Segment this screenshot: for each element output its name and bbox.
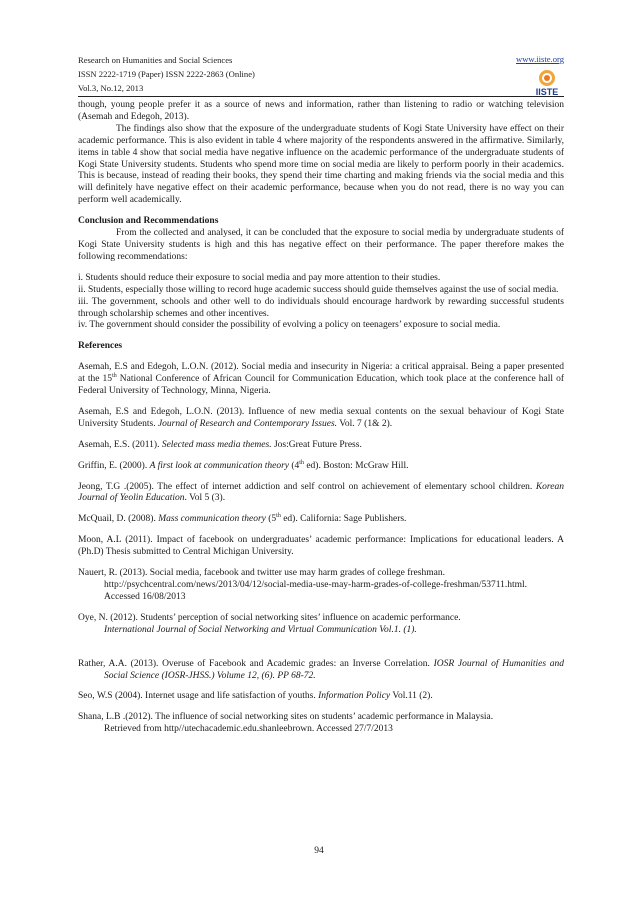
recommendation-item: iv. The government should consider the possibility of evolving a policy on teenagers’ exposure to social media. <box>78 320 501 331</box>
reference-item: Shana, L.B .(2012). The influence of social networking sites on students’ academic performance in Malaysia. Retrieved from http//utechacademic.edu.shanleebrown. Accessed 27/7/2013 <box>78 712 494 735</box>
recommendation-item: ii. Students, especially those willing to record huge academic success should guide themselves against the use of social media. <box>78 284 559 295</box>
paragraph-conclusion: From the collected and analysed, it can be concluded that the exposure to social media by undergraduate students of Kogi State University students is high and this has negative effect on their performance. The paper therefore makes the following recommendations: <box>78 228 564 262</box>
recommendations-list <box>78 273 564 333</box>
reference-item: Rather, A.A. (2013). Overuse of Facebook and Academic grades: an Inverse Correlation. IOSR Journal of Humanities and Social Science (IOSR-JHSS.) Volume 12, (6). PP 68-72. <box>78 658 564 681</box>
recommendation-item: iii. The government, schools and other well to do individuals should encourage hardwork by rewarding successful students through scholarship schemes and other incentives. <box>78 296 564 319</box>
header-rule <box>78 96 564 97</box>
reference-item: Jeong, T.G .(2005). The effect of internet addiction and self control on achievement of elementary school children. Korean Journal of Yeolin Education. Vol 5 (3). <box>78 481 564 504</box>
body-text <box>78 100 564 736</box>
reference-item: Griffin, E. (2000). A first look at communication theory (4th ed). Boston: McGraw Hill. <box>78 459 409 471</box>
page-number: 94 <box>314 846 324 856</box>
reference-item: Nauert, R. (2013). Social media, facebook and twitter use may harm grades of college freshman. http://psychcentral.com/news/2013/04/12/social-media-use-may-harm-grades-of-college-freshman/53711.html. Accessed 16/08/2013 <box>78 568 564 604</box>
recommendation-item: i. Students should reduce their exposure to social media and pay more attention to their studies. <box>78 272 441 283</box>
reference-item: Asemah, E.S and Edegoh, L.O.N. (2013). Influence of new media sexual contents on the sexual behaviour of Kogi State University Students. Journal of Research and Contemporary Issues. Vol. 7 (1& 2). <box>78 406 564 429</box>
reference-item: Oye, N. (2012). Students’ perception of social networking sites’ influence on academic performance. International Journal of Social Networking and Virtual Communication Vol.1. (1). <box>78 612 461 635</box>
reference-item: Asemah, E.S and Edegoh, L.O.N. (2012). Social media and insecurity in Nigeria: a critical appraisal. Being a paper presented at the 15th National Conference of African Council for Communication Education, which took place at the conference hall of Federal University of Technology, Minna, Nigeria. <box>78 362 564 397</box>
journal-name: Research on Humanities and Social Sciences <box>78 55 233 65</box>
iiste-logo <box>530 68 564 98</box>
volume-line: Vol.3, No.12, 2013 <box>78 83 144 93</box>
journal-url-link[interactable]: www.iiste.org <box>516 54 564 64</box>
reference-item: Moon, A.L (2011). Impact of facebook on undergraduates’ academic performance: Implications for educational leaders. A (Ph.D) Thesis submitted to Central Michigan University. <box>78 535 564 558</box>
reference-item: Seo, W.S (2004). Internet usage and life satisfaction of youths. Information Policy Vol.11 (2). <box>78 691 433 702</box>
heading-conclusion: Conclusion and Recommendations <box>78 216 219 227</box>
reference-item: Asemah, E.S. (2011). Selected mass media themes. Jos:Great Future Press. <box>78 439 362 450</box>
reference-url: http://psychcentral.com/news/2013/04/12/social-media-use-may-harm-grades-of-college-freshman/53711.html. Accessed 16/08/2013 <box>104 580 528 602</box>
issn-line: ISSN 2222-1719 (Paper) ISSN 2222-2863 (Online) <box>78 69 255 79</box>
heading-references: References <box>78 341 123 352</box>
reference-item: McQuail, D. (2008). Mass communication theory (5th ed). California: Sage Publishers. <box>78 513 407 525</box>
svg-text:IISTE: IISTE <box>535 87 559 97</box>
paragraph-continued: though, young people prefer it as a source of news and information, rather than listening to radio or watching television (Asemah and Edegoh, 2013). <box>78 100 564 122</box>
paragraph-findings: The findings also show that the exposure of the undergraduate students of Kogi State University have effect on their academic performance. This is also evident in table 4 where majority of the respondents answered in the affirmative. Similarly, items in table 4 show that social media have negative influence on the academic performance of the undergraduate students of Kogi State University students. Students who spend more time on social media are likely to perform poorly in their academics. This is because, instead of reading their books, they spend their time charting and making friends via the social media and this will definitely have negative effect on their academic performance, because when you do not read, there is no way you can perform well academically. <box>78 123 564 206</box>
